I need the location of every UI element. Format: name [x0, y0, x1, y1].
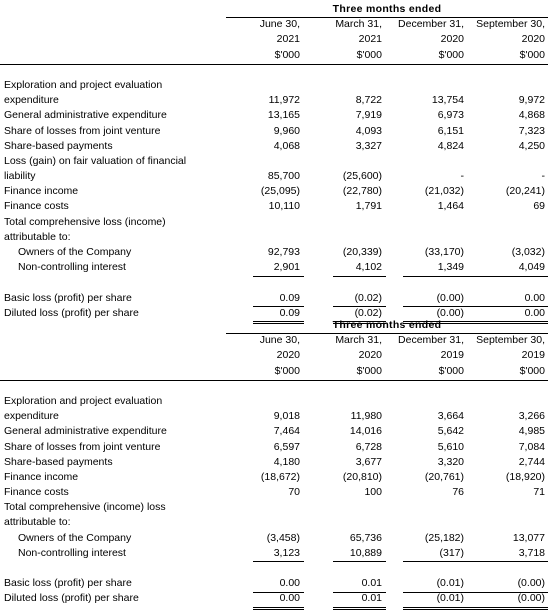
header-rule — [0, 380, 548, 381]
column-date: September 30, — [476, 334, 545, 347]
row-value: 4,985 — [518, 425, 545, 438]
row-value: 69 — [533, 200, 545, 213]
row-label: attributable to: — [4, 516, 71, 529]
value-underline — [403, 561, 468, 562]
table-row — [0, 500, 548, 515]
row-label: expenditure — [4, 410, 59, 423]
row-label: Total comprehensive (income) loss — [4, 501, 166, 514]
row-label: expenditure — [4, 94, 59, 107]
column-unit: $'000 — [356, 364, 382, 377]
table-row — [0, 230, 548, 245]
row-value: - — [460, 170, 464, 183]
table-row — [0, 139, 548, 154]
row-value: (0.02) — [354, 306, 382, 319]
row-value: 6,597 — [273, 440, 300, 453]
row-value: 7,084 — [518, 440, 545, 453]
column-date: December 31, — [398, 334, 464, 347]
row-value: 3,718 — [518, 546, 545, 559]
column-unit: $'000 — [274, 48, 300, 61]
row-label: Basic loss (profit) per share — [4, 291, 132, 304]
row-value: (0.01) — [436, 592, 464, 605]
row-label: liability — [4, 170, 36, 183]
column-unit: $'000 — [438, 48, 464, 61]
column-year: 2020 — [358, 349, 382, 362]
row-label: Share of losses from joint venture — [4, 440, 161, 453]
row-value: 0.00 — [524, 306, 545, 319]
row-value: (20,761) — [424, 470, 464, 483]
period-title: Three months ended — [226, 2, 548, 18]
quarterly-results-table-2020 — [0, 318, 548, 607]
value-underline — [253, 276, 304, 277]
row-value: 2,744 — [518, 455, 545, 468]
row-value: 3,320 — [437, 455, 464, 468]
row-label: Total comprehensive loss (income) — [4, 215, 166, 228]
row-value: 4,250 — [518, 139, 545, 152]
column-unit-row — [0, 48, 548, 63]
row-value: 4,102 — [355, 261, 382, 274]
value-underline — [253, 561, 304, 562]
row-value: 7,464 — [273, 425, 300, 438]
column-unit: $'000 — [438, 364, 464, 377]
row-label: Loss (gain) on fair valuation of financial — [4, 154, 187, 167]
row-value: 13,165 — [267, 109, 300, 122]
row-value: (21,032) — [424, 185, 464, 198]
row-value: 7,919 — [355, 109, 382, 122]
table-row — [0, 424, 548, 439]
column-unit: $'000 — [274, 364, 300, 377]
row-value: 3,327 — [355, 139, 382, 152]
row-label: Share-based payments — [4, 139, 113, 152]
column-year: 2019 — [440, 349, 464, 362]
table-row — [0, 154, 548, 169]
table-row — [0, 576, 548, 591]
spacer-row — [0, 63, 548, 78]
table-header-title-row — [0, 2, 548, 17]
row-label: attributable to: — [4, 230, 71, 243]
row-value: 6,973 — [437, 109, 464, 122]
row-value: 4,868 — [518, 109, 545, 122]
column-unit: $'000 — [356, 48, 382, 61]
column-date: June 30, — [259, 18, 300, 31]
period-title: Three months ended — [226, 318, 548, 334]
row-label: Owners of the Company — [18, 246, 132, 258]
table-row — [0, 485, 548, 500]
column-date-row — [0, 17, 548, 32]
row-value: 5,642 — [437, 425, 464, 438]
row-value: 2,901 — [273, 261, 300, 274]
row-label: Exploration and project evaluation — [4, 78, 163, 91]
row-value: (317) — [439, 546, 464, 559]
column-unit-row — [0, 364, 548, 379]
value-underline — [333, 276, 386, 277]
row-value: - — [541, 170, 545, 183]
table-row — [0, 561, 548, 576]
row-value: (0.00) — [436, 306, 464, 319]
row-value: 9,972 — [518, 94, 545, 107]
row-label: Exploration and project evaluation — [4, 394, 163, 407]
row-value: 4,180 — [273, 455, 300, 468]
value-underline — [403, 592, 468, 593]
row-value: (0.01) — [436, 577, 464, 590]
table-row — [0, 93, 548, 108]
column-unit: $'000 — [519, 48, 545, 61]
value-underline — [403, 306, 468, 307]
table-row — [0, 215, 548, 230]
row-value: (20,810) — [342, 470, 382, 483]
table-row — [0, 275, 548, 290]
row-value: 92,793 — [267, 246, 300, 258]
row-label: Diluted loss (profit) per share — [4, 592, 139, 605]
row-value: 0.09 — [279, 306, 300, 319]
table-row — [0, 291, 548, 306]
row-value: 4,093 — [355, 124, 382, 137]
row-label: Finance income — [4, 470, 79, 483]
row-value: 0.00 — [524, 291, 545, 304]
row-label: Finance costs — [4, 200, 69, 213]
row-value: 6,728 — [355, 440, 382, 453]
value-underline — [403, 276, 468, 277]
row-value: (25,095) — [260, 185, 300, 198]
row-value: 100 — [364, 486, 382, 499]
row-value: 13,754 — [431, 94, 464, 107]
table-row — [0, 440, 548, 455]
row-value: (25,600) — [342, 170, 382, 183]
row-label: Non-controlling interest — [18, 546, 126, 559]
table-row — [0, 260, 548, 275]
table-row — [0, 515, 548, 530]
table-header-title-row — [0, 318, 548, 333]
row-label: Share of losses from joint venture — [4, 124, 161, 137]
row-value: 8,722 — [355, 94, 382, 107]
row-label: Share-based payments — [4, 455, 113, 468]
value-underline — [333, 592, 386, 593]
column-date: March 31, — [335, 18, 382, 31]
total-double-underline — [253, 607, 304, 608]
row-value: 3,664 — [437, 410, 464, 423]
row-value: 3,677 — [355, 455, 382, 468]
row-value: 76 — [452, 486, 464, 499]
column-unit: $'000 — [519, 364, 545, 377]
row-value: 1,349 — [437, 261, 464, 274]
table-row — [0, 169, 548, 184]
row-value: 3,123 — [273, 546, 300, 559]
row-value: 4,824 — [437, 139, 464, 152]
row-value: 10,110 — [268, 200, 300, 213]
row-value: (0.02) — [354, 291, 382, 304]
row-value: (18,920) — [505, 470, 545, 483]
row-label: Finance costs — [4, 486, 69, 499]
column-year-row — [0, 32, 548, 47]
row-label: Diluted loss (profit) per share — [4, 306, 139, 319]
row-value: (22,780) — [342, 185, 382, 198]
row-value: 11,980 — [350, 410, 382, 423]
row-value: (18,672) — [260, 470, 300, 483]
column-date: March 31, — [335, 334, 382, 347]
table-row — [0, 546, 548, 561]
row-value: 14,016 — [349, 425, 382, 438]
table-row — [0, 470, 548, 485]
column-year: 2020 — [521, 33, 545, 46]
row-value: (20,241) — [505, 185, 545, 198]
value-underline — [253, 592, 304, 593]
row-value: 4,049 — [518, 261, 545, 274]
row-value: 3,266 — [518, 410, 545, 423]
table-row — [0, 124, 548, 139]
total-double-underline — [403, 607, 468, 608]
value-underline — [468, 276, 548, 277]
row-value: (25,182) — [424, 531, 464, 544]
row-value: (20,339) — [342, 246, 382, 258]
row-value: 4,068 — [273, 139, 300, 152]
row-value: 0.01 — [361, 592, 382, 605]
row-label: Owners of the Company — [18, 531, 132, 544]
column-date: December 31, — [398, 18, 464, 31]
row-value: 11,972 — [268, 94, 300, 107]
row-label: Finance income — [4, 185, 79, 198]
table-row — [0, 394, 548, 409]
column-date: June 30, — [259, 334, 300, 347]
table-row — [0, 199, 548, 214]
row-value: (3,032) — [511, 246, 545, 258]
row-value: 71 — [533, 486, 545, 499]
total-double-underline — [333, 607, 386, 608]
table-row — [0, 379, 548, 394]
row-label: General administrative expenditure — [4, 109, 167, 122]
column-date-row — [0, 333, 548, 348]
row-value: 10,889 — [349, 546, 382, 559]
table-row — [0, 531, 548, 546]
row-value: (0.00) — [517, 592, 545, 605]
value-underline — [333, 561, 386, 562]
row-value: 85,700 — [267, 170, 300, 183]
column-year: 2020 — [440, 33, 464, 46]
row-value: 0.00 — [279, 577, 300, 590]
table-row — [0, 591, 548, 606]
row-value: (33,170) — [424, 246, 464, 258]
row-value: 0.01 — [361, 577, 382, 590]
row-value: 0.09 — [279, 291, 300, 304]
row-value: 9,960 — [273, 124, 300, 137]
value-underline — [333, 306, 386, 307]
column-year-row — [0, 348, 548, 363]
value-underline — [468, 306, 548, 307]
column-year: 2021 — [276, 33, 300, 46]
row-value: 5,610 — [437, 440, 464, 453]
table-row — [0, 245, 548, 260]
row-label: Basic loss (profit) per share — [4, 577, 132, 590]
row-value: 70 — [288, 486, 300, 499]
row-value: (3,458) — [266, 531, 300, 544]
row-value: 13,077 — [512, 531, 545, 544]
value-underline — [468, 561, 548, 562]
row-label: General administrative expenditure — [4, 425, 167, 438]
value-underline — [468, 592, 548, 593]
row-value: (0.00) — [436, 291, 464, 304]
header-rule — [0, 64, 548, 65]
table-row — [0, 409, 548, 424]
row-value: 7,323 — [518, 124, 545, 137]
row-value: 9,018 — [273, 410, 300, 423]
table-row — [0, 184, 548, 199]
total-double-underline — [468, 607, 548, 608]
row-value: (0.00) — [517, 577, 545, 590]
table-row — [0, 108, 548, 123]
table-row — [0, 78, 548, 93]
column-year: 2019 — [521, 349, 545, 362]
column-year: 2021 — [358, 33, 382, 46]
value-underline — [253, 306, 304, 307]
column-date: September 30, — [476, 18, 545, 31]
table-row — [0, 455, 548, 470]
row-value: 0.00 — [279, 592, 300, 605]
row-value: 1,464 — [437, 200, 464, 213]
row-value: 1,791 — [355, 200, 382, 213]
row-value: 65,736 — [349, 531, 382, 544]
column-year: 2020 — [276, 349, 300, 362]
quarterly-results-table-2021 — [0, 2, 548, 321]
row-value: 6,151 — [437, 124, 464, 137]
row-label: Non-controlling interest — [18, 261, 126, 274]
